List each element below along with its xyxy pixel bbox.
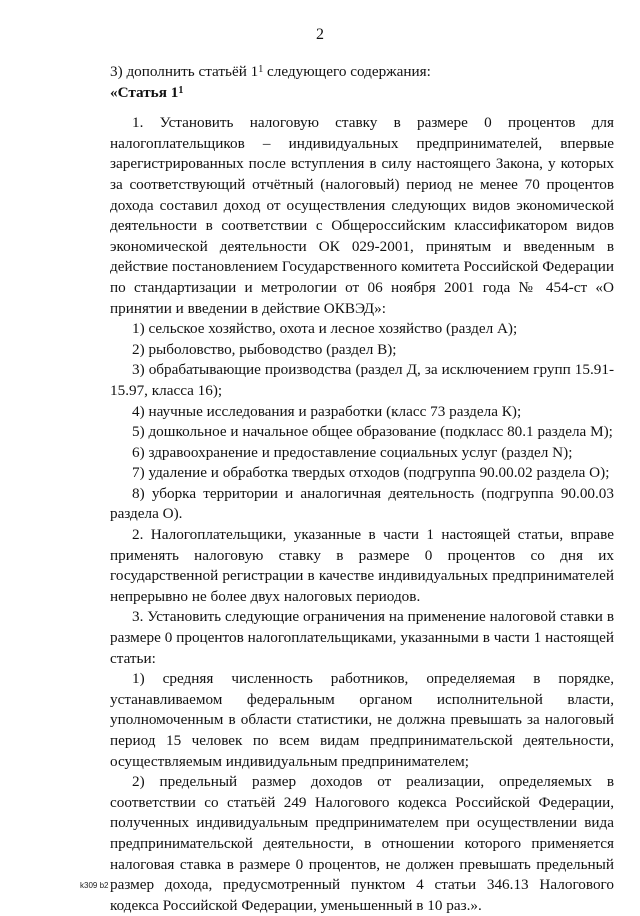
list-activities — [110, 319, 614, 525]
article-title-sup: 1 — [178, 84, 184, 96]
article-title — [110, 83, 614, 104]
list-item: 5) дошкольное и начальное общее образование (подкласс 80.1 раздела М); — [132, 423, 613, 441]
amendment-intro — [110, 62, 614, 83]
paragraph-3: 3. Установить следующие ограничения на применение налоговой ставки в размере 0 процентов налогоплательщиками, указанными в части 1 настоящей статьи: — [110, 608, 614, 667]
list-item: 3) обрабатывающие производства (раздел Д, за исключением групп 15.91-15.97, класса 16); — [110, 361, 614, 399]
list-item: 7) удаление и обработка твердых отходов (подгруппа 90.00.02 раздела О); — [132, 464, 610, 482]
amendment-intro-prefix: 3) дополнить статьёй 1 — [110, 63, 259, 80]
paragraph-2: 2. Налогоплательщики, указанные в части 1 настоящей статьи, вправе применять налоговую ставку в размере 0 процентов со дня их государственной регистрации в качестве индивидуальных предпринимателей непрерывно не более двух налоговых периодов. — [110, 526, 614, 605]
list-item: 1) средняя численность работников, определяемая в порядке, устанавливаемом федеральным органом исполнительной власти, уполномоченным в области статистики, не должна превышать за налоговый период 15 человек по всем видам предпринимательской деятельности, осуществляемым индивидуальным предпринимателем; — [110, 670, 614, 770]
document-body — [110, 62, 614, 916]
list-item: 2) рыболовство, рыбоводство (раздел В); — [132, 340, 397, 358]
footer-code: k309 b2 — [80, 881, 109, 890]
amendment-intro-sup: 1 — [258, 64, 264, 75]
spacer — [110, 103, 614, 113]
list-restrictions — [110, 669, 614, 916]
list-item: 4) научные исследования и разработки (класс 73 раздела К); — [132, 402, 522, 420]
article-title-prefix: «Статья 1 — [110, 83, 179, 101]
list-item: 1) сельское хозяйство, охота и лесное хозяйство (раздел А); — [132, 320, 518, 338]
amendment-intro-suffix: следующего содержания: — [263, 63, 431, 80]
list-item: 8) уборка территории и аналогичная деятельность (подгруппа 90.00.03 раздела О). — [110, 484, 614, 523]
page-number: 2 — [316, 26, 324, 43]
paragraph-1: 1. Установить налоговую ставку в размере 0 процентов для налогоплательщиков – индивидуальных предпринимателей, впервые зарегистрированных после вступления в силу настоящего Закона, у которых за соответствующий отчётный (налоговый) период не менее 70 процентов дохода составил доход от осуществления следующих видов экономической деятельности в соответствии с Общероссийским классификатором видов экономической деятельности ОК 029-2001, принятым и введенным в действие постановлением Государственного комитета Российской Федерации по стандартизации и метрологии от 06 ноября 2001 года № 454-ст «О принятии и введении в действие ОКВЭД»: — [110, 114, 614, 317]
list-item: 2) предельный размер доходов от реализации, определяемых в соответствии со статьёй 249 Налогового кодекса Российской Федерации, полученных индивидуальным предпринимателем при осуществлении вида предпринимательской деятельности, в отношении которого применяется налоговая ставка в размере 0 процентов, не должен превышать предельный размер дохода, предусмотренный пунктом 4 статьи 346.13 Налогового кодекса Российской Федерации, уменьшенный в 10 раз.». — [110, 773, 614, 914]
list-item: 6) здравоохранение и предоставление социальных услуг (раздел N); — [132, 443, 573, 461]
